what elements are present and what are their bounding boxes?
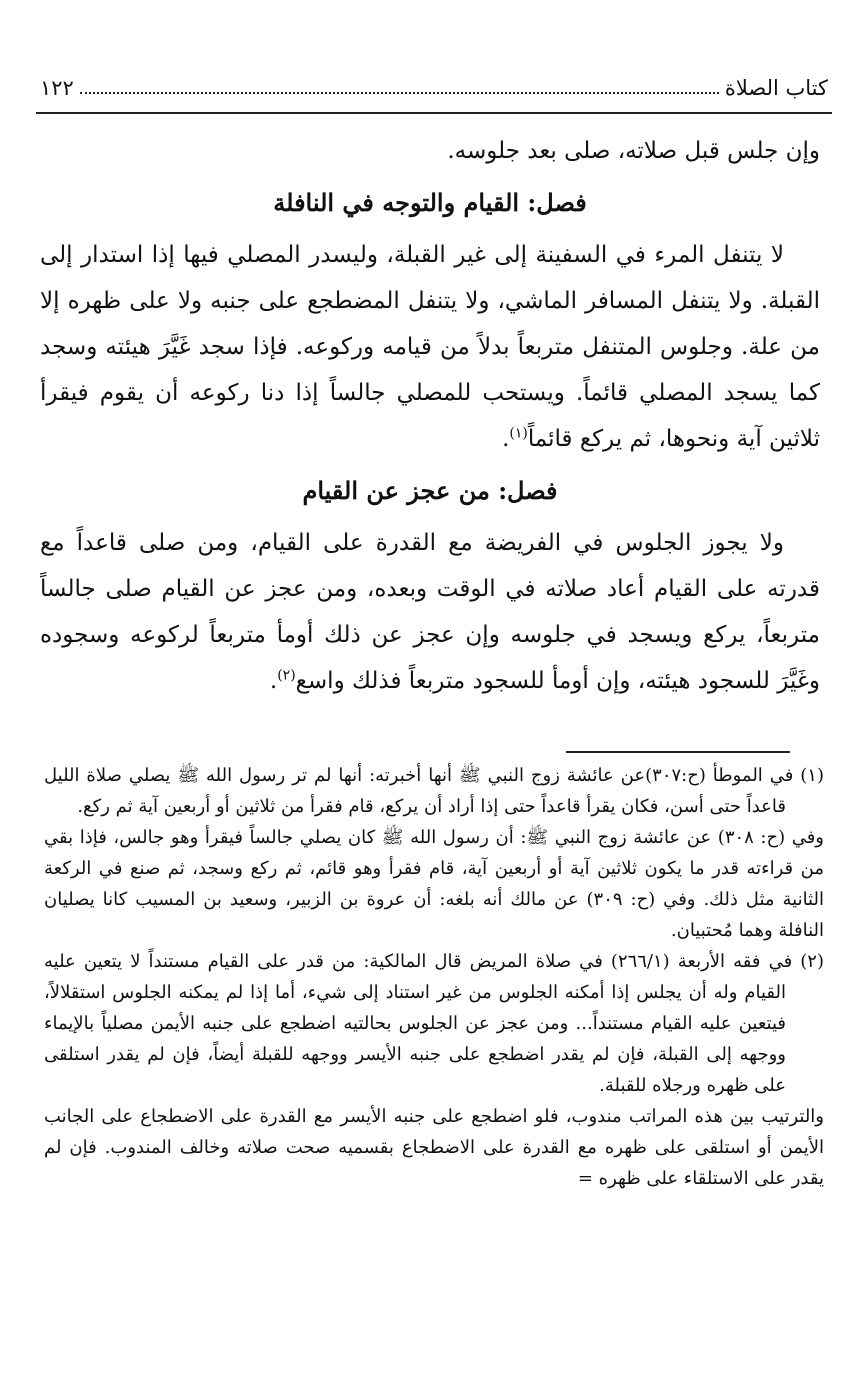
opening-line-text: وإن جلس قبل صلاته، صلى بعد جلوسه. xyxy=(447,138,820,164)
paragraph-1-text: لا يتنفل المرء في السفينة إلى غير القبلة، وليسدر المصلي فيها إذا استدار إلى القبلة. ولا يتنفل المسافر الماشي، ولا يتنفل المضطجع على جنبه ولا على ظهره إلا من علة. وجلوس المتنفل متربعاً بدلاً من قيامه وركوعه. فإذا سجد غَيَّرَ هيئته وسجد كما يسجد المصلي قائماً. ويستحب للمصلي جالساً إذا دنا ركوعه أن يقوم فيقرأ ثلاثين آية ونحوها، ثم يركع قائماً xyxy=(40,242,820,452)
section-heading-1: فصل: القيام والتوجه في النافلة xyxy=(273,188,587,217)
footnotes xyxy=(44,760,824,1194)
footnote-separator xyxy=(566,751,790,753)
paragraph-2-text: ولا يجوز الجلوس في الفريضة مع القدرة على القيام، ومن صلى قاعداً مع قدرته على القيام أعاد صلاته في الوقت وبعده، ومن عجز عن القيام صلى جالساً متربعاً، يركع ويسجد في جلوسه وإن عجز عن ذلك أومأ متربعاً لركوعه وسجوده وغَيَّرَ للسجود هيئته، وإن أومأ للسجود متربعاً فذلك واسع xyxy=(40,530,820,694)
header-page-number: ١٢٢ xyxy=(40,75,74,100)
header-book-title: كتاب الصلاة xyxy=(724,75,828,100)
main-text xyxy=(40,128,820,704)
paragraph-1-end: . xyxy=(502,426,510,452)
paragraph-1 xyxy=(40,232,820,462)
header-leader-dots xyxy=(80,82,719,94)
paragraph-2 xyxy=(40,520,820,704)
footnote-ref-1[interactable]: (١) xyxy=(509,425,528,442)
paragraph-2-end: . xyxy=(269,668,278,694)
footnote-1-continued: وفي (ح: ٣٠٨) عن عائشة زوج النبي ﷺ: أن رسول الله ﷺ كان يصلي جالساً فيقرأ وهو جالس، فإذا بقي من قراءته قدر ما يكون ثلاثين آية أو أربعين آية، قام فقرأ وهو قائم، ثم ركع وسجد، ثم صنع في الركعة الثانية مثل ذلك. وفي (ح: ٣٠٩) عن مالك أنه بلغه: أن عروة بن الزبير، وسعيد بن المسيب كانا يصليان النافلة وهما مُحتبيان. xyxy=(44,827,824,941)
header-rule xyxy=(36,112,832,114)
footnote-2-continued: والترتيب بين هذه المراتب مندوب، فلو اضطجع على جنبه الأيسر مع القدرة على الاضطجاع على الجانب الأيمن أو استلقى على ظهره مع القدرة على الاضطجاع بقسميه صحت صلاته وخالف المندوب. فإن لم يقدر على الاستلقاء على ظهره = xyxy=(44,1106,824,1189)
opening-line xyxy=(40,128,820,174)
section-heading-2: فصل: من عجز عن القيام xyxy=(302,476,558,505)
running-header xyxy=(40,68,828,108)
footnote-1: (١) في الموطأ (ح:٣٠٧)عن عائشة زوج النبي ﷺ أنها أخبرته: أنها لم تر رسول الله ﷺ يصلي صلاة الليل قاعداً حتى أسن، فكان يقرأ قاعداً حتى إذا أراد أن يركع، قام فقرأ من ثلاثين أو أربعين آية ثم ركع. xyxy=(44,765,824,817)
footnote-ref-2[interactable]: (٢) xyxy=(277,667,296,684)
footnote-2: (٢) في فقه الأربعة (٢٦٦/١) في صلاة المريض قال المالكية: من قدر على القيام مستنداً لا يتعين عليه القيام وله أن يجلس إذا أمكنه الجلوس من غير استناد إلى شيء، أما إذا لم يمكنه الجلوس استقلالاً، فيتعين عليه القيام مستنداً... ومن عجز عن الجلوس بحالتيه اضطجع على جنبه الأيمن مصلياً بالإيماء ووجهه إلى القبلة، فإن لم يقدر اضطجع على جنبه الأيسر ووجهه للقبلة أيضاً، فإن لم يقدر استلقى على ظهره ورجلاه للقبلة. xyxy=(44,951,824,1096)
